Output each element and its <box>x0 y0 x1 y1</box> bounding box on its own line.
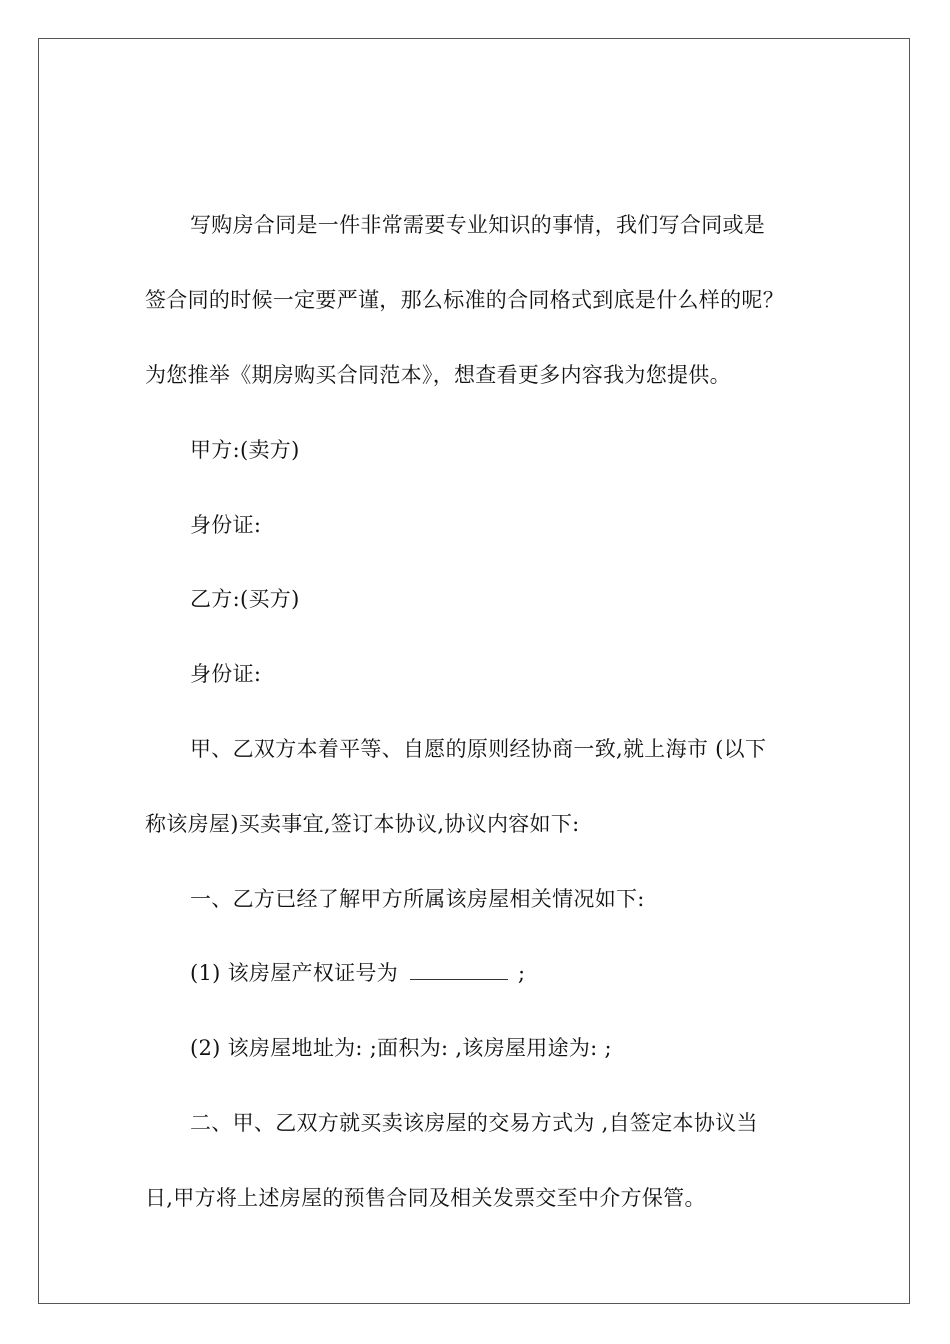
party-b-id-label: 身份证: <box>190 662 262 686</box>
clause-1-item-1-text: (1) 该房屋产权证号为 <box>190 961 399 985</box>
clause-2-line-1: 二、甲、乙双方就买卖该房屋的交易方式为 ,自签定本协议当 <box>190 1111 758 1135</box>
clause-1-item-1-end: ; <box>518 961 526 985</box>
party-a-label: 甲方:(卖方) <box>190 438 300 462</box>
clause-2-line-2: 日,甲方将上述房屋的预售合同及相关发票交至中介方保管。 <box>145 1186 706 1210</box>
blank-underline <box>410 961 508 980</box>
clause-1-item-2: (2) 该房屋地址为: ;面积为: ,该房屋用途为: ; <box>190 1036 612 1060</box>
intro-line-3: 为您推举《期房购买合同范本》，想查看更多内容我为您提供。 <box>145 363 731 387</box>
intro-line-2: 签合同的时候一定要严谨，那么标准的合同格式到底是什么样的呢？ <box>145 288 784 312</box>
intro-line-1: 写购房合同是一件非常需要专业知识的事情，我们写合同或是 <box>190 213 766 237</box>
preamble-line-1: 甲、乙双方本着平等、自愿的原则经协商一致,就上海市 (以下 <box>190 737 767 761</box>
party-b-label: 乙方:(买方) <box>190 587 300 611</box>
party-a-id-label: 身份证: <box>190 513 262 537</box>
clause-1-item-1 <box>190 958 525 988</box>
clause-1-heading: 一、乙方已经了解甲方所属该房屋相关情况如下: <box>190 887 645 911</box>
preamble-line-2: 称该房屋)买卖事宜,签订本协议,协议内容如下: <box>145 812 580 836</box>
